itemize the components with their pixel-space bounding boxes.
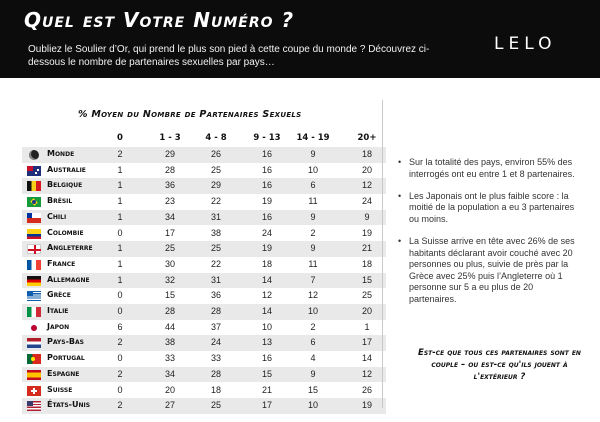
- table-cell: 16: [261, 149, 272, 159]
- table-row: [22, 320, 386, 336]
- insights-list: [398, 157, 583, 316]
- table-cell: 15: [164, 290, 175, 301]
- brand-logo: LELO: [494, 34, 557, 54]
- country-name: Chili: [47, 211, 67, 221]
- table-cell: 10: [307, 306, 318, 316]
- table-row: [22, 273, 386, 289]
- table-cell: 4: [310, 353, 316, 364]
- country-name: Suisse: [47, 384, 73, 394]
- table-cell: 1: [117, 180, 123, 191]
- country-name: Espagne: [47, 368, 80, 378]
- table-cell: 20: [361, 306, 372, 316]
- table-cell: 1: [117, 164, 123, 175]
- table-cell: 13: [261, 337, 272, 348]
- country-name: États-Unis: [47, 400, 91, 410]
- table-row: [22, 178, 386, 194]
- table-cell: 36: [164, 180, 175, 191]
- flag-portugal-icon: [27, 354, 41, 364]
- table-cell: 2: [117, 149, 123, 159]
- table-row: [22, 367, 386, 383]
- table-cell: 1: [117, 258, 123, 269]
- table-row: [22, 304, 386, 320]
- table-cell: 29: [164, 149, 175, 159]
- table-cell: 6: [310, 180, 316, 191]
- flag-australia-icon: [27, 166, 41, 176]
- table-cell: 31: [210, 274, 221, 285]
- insight-item: • Les Japonais ont le plus faible score : la moitié de la population a eu 3 partenaires ou moins.: [398, 191, 583, 226]
- column-header: 1 - 3: [159, 133, 181, 143]
- table-cell: 10: [307, 400, 318, 411]
- table-cell: 44: [164, 321, 175, 332]
- country-name: Italie: [47, 306, 69, 315]
- table-cell: 10: [261, 321, 272, 332]
- table-row: [22, 351, 386, 367]
- table-row: [22, 257, 386, 273]
- table-cell: 20: [164, 384, 175, 395]
- table-cell: 25: [210, 164, 221, 175]
- table-cell: 16: [261, 164, 272, 175]
- table-cell: 24: [261, 227, 272, 238]
- divider: [382, 100, 383, 408]
- country-name: Angleterre: [47, 243, 93, 253]
- table-row: [22, 335, 386, 351]
- table-row: [22, 163, 386, 179]
- table-cell: 2: [117, 400, 123, 411]
- flag-england-icon: [27, 244, 41, 254]
- table-cell: 28: [210, 306, 221, 316]
- table-cell: 16: [261, 353, 272, 364]
- table-cell: 11: [308, 196, 318, 207]
- flag-brazil-icon: [27, 197, 41, 207]
- table-row: [22, 383, 386, 399]
- flag-colombia-icon: [27, 229, 41, 239]
- table-cell: 28: [164, 306, 175, 316]
- column-header: 9 - 13: [253, 133, 281, 143]
- table-cell: 1: [364, 321, 370, 332]
- table-cell: 34: [164, 368, 175, 379]
- table-cell: 11: [308, 258, 318, 269]
- country-name: France: [47, 258, 76, 268]
- insight-item: • Sur la totalité des pays, environ 55% des interrogés ont eu entre 1 et 8 partenaires.: [398, 157, 583, 180]
- table-cell: 17: [361, 337, 372, 348]
- flag-chile-icon: [27, 213, 41, 223]
- table-cell: 20: [361, 164, 372, 175]
- table-row: [22, 147, 386, 163]
- table-cell: 33: [164, 353, 175, 364]
- table-cell: 25: [210, 243, 221, 254]
- table-cell: 16: [261, 180, 272, 191]
- table-cell: 0: [117, 384, 123, 395]
- table-cell: 0: [117, 290, 123, 301]
- page-subtitle: Oubliez le Soulier d’Or, qui prend le plus son pied à cette coupe du monde ? Découvrez ci-dessous le nombre de partenaires sexuelles par pays…: [28, 44, 430, 68]
- table-cell: 1: [117, 274, 123, 285]
- table-row: [22, 210, 386, 226]
- table-cell: 25: [164, 243, 175, 254]
- table-cell: 1: [117, 196, 123, 207]
- table-cell: 2: [117, 337, 123, 348]
- table-cell: 0: [117, 353, 123, 364]
- table-cell: 12: [361, 368, 372, 379]
- header-banner: [0, 0, 600, 78]
- table-cell: 30: [164, 258, 175, 269]
- flag-belgium-icon: [27, 181, 41, 191]
- flag-france-icon: [27, 260, 41, 270]
- table-cell: 15: [361, 274, 372, 285]
- table-cell: 9: [310, 243, 316, 254]
- table-cell: 24: [361, 196, 372, 207]
- flag-netherlands-icon: [27, 338, 41, 348]
- table-cell: 6: [117, 321, 123, 332]
- table-cell: 2: [117, 368, 123, 379]
- table-cell: 22: [210, 258, 221, 269]
- table-cell: 28: [210, 368, 221, 379]
- table-cell: 9: [310, 149, 316, 159]
- column-header: 14 - 19: [296, 133, 330, 143]
- table-cell: 25: [361, 290, 372, 301]
- country-name: Grèce: [47, 290, 71, 300]
- table-cell: 38: [210, 227, 221, 238]
- page-title: Quel est Votre Numéro ?: [24, 8, 295, 32]
- table-cell: 18: [361, 149, 372, 159]
- table-cell: 26: [210, 149, 221, 159]
- table-row: [22, 226, 386, 242]
- table-cell: 21: [261, 384, 272, 395]
- table-cell: 33: [210, 353, 221, 364]
- country-name: Monde: [47, 149, 75, 158]
- table-row: [22, 241, 386, 257]
- country-name: Belgique: [47, 180, 83, 190]
- table-cell: 19: [261, 243, 272, 254]
- insight-item: • La Suisse arrive en tête avec 26% de ses habitants déclarant avoir couché avec 20 personnes ou plus, suivie de près par la Grèce avec 25% puis l’Angleterre où 1 personne sur 5 a eu plus de 20 partenaires.: [398, 236, 583, 306]
- table-cell: 29: [210, 180, 221, 191]
- table-cell: 19: [361, 400, 372, 411]
- table-cell: 0: [117, 306, 123, 316]
- table-cell: 2: [310, 227, 316, 238]
- table-cell: 9: [364, 211, 370, 222]
- table-cell: 28: [164, 164, 175, 175]
- table-cell: 12: [261, 290, 272, 301]
- table-cell: 37: [210, 321, 221, 332]
- flag-usa-icon: [27, 401, 41, 411]
- table-cell: 6: [310, 337, 316, 348]
- table-cell: 1: [117, 211, 123, 222]
- table-cell: 25: [210, 400, 221, 411]
- table-cell: 18: [261, 258, 272, 269]
- table-cell: 38: [164, 337, 175, 348]
- table-cell: 26: [361, 384, 372, 395]
- flag-spain-icon: [27, 370, 41, 380]
- table-cell: 7: [310, 274, 316, 285]
- table-cell: 19: [261, 196, 272, 207]
- table-cell: 36: [210, 290, 221, 301]
- table-cell: 34: [164, 211, 175, 222]
- table-cell: 0: [117, 227, 123, 238]
- table-cell: 18: [361, 258, 372, 269]
- flag-germany-icon: [27, 276, 41, 286]
- table-cell: 17: [261, 400, 272, 411]
- table-cell: 9: [310, 368, 316, 379]
- country-name: Australie: [47, 164, 86, 174]
- table-cell: 22: [210, 196, 221, 207]
- column-header: 0: [117, 133, 123, 143]
- table-row: [22, 194, 386, 210]
- table-cell: 27: [164, 400, 175, 411]
- flag-japan-icon: [27, 323, 41, 333]
- table-cell: 16: [261, 211, 272, 222]
- table-title: % Moyen du Nombre de Partenaires Sexuels: [78, 109, 302, 120]
- closing-question: Est-ce que tous ces partenaires sont en couple – ou est-ce qu'ils jouent à l'extérieur ?: [418, 348, 581, 382]
- table-cell: 21: [361, 243, 372, 254]
- flag-switzerland-icon: [27, 386, 41, 396]
- column-header: 4 - 8: [205, 133, 227, 143]
- table-cell: 17: [164, 227, 175, 238]
- table-cell: 18: [210, 384, 221, 395]
- table-cell: 23: [164, 196, 175, 207]
- country-name: Colombie: [47, 227, 84, 237]
- table-row: [22, 288, 386, 304]
- table-cell: 1: [117, 243, 123, 254]
- table-cell: 14: [361, 353, 372, 364]
- table-cell: 9: [310, 211, 316, 222]
- table-cell: 15: [307, 384, 318, 395]
- table-cell: 2: [310, 321, 316, 332]
- table-row: [22, 398, 386, 414]
- country-name: Brésil: [47, 196, 73, 206]
- table-cell: 19: [361, 227, 372, 238]
- table-cell: 12: [361, 180, 372, 191]
- table-cell: 31: [210, 211, 221, 222]
- country-name: Japon: [47, 321, 70, 331]
- country-name: Pays-Bas: [47, 337, 84, 347]
- country-name: Portugal: [47, 353, 85, 363]
- country-name: Allemagne: [47, 274, 90, 284]
- table-cell: 14: [261, 274, 272, 285]
- table-cell: 32: [164, 274, 175, 285]
- column-header: 20+: [357, 133, 377, 143]
- table-cell: 14: [261, 306, 272, 316]
- table-cell: 24: [210, 337, 221, 348]
- table-cell: 15: [261, 368, 272, 379]
- flag-italy-icon: [27, 307, 41, 317]
- table-cell: 12: [307, 290, 318, 301]
- globe-icon: [27, 150, 41, 160]
- table-cell: 10: [307, 164, 318, 175]
- flag-greece-icon: [27, 291, 41, 301]
